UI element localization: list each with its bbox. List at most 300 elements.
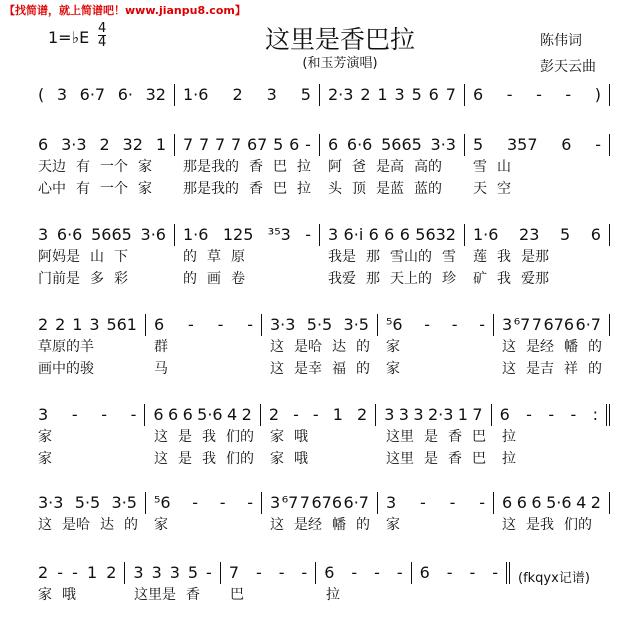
lyric-segment <box>30 156 175 178</box>
notation-line <box>30 84 610 106</box>
note: 6 <box>384 225 395 244</box>
score-row <box>30 134 610 200</box>
note: - <box>71 405 78 424</box>
lyric-segment <box>320 178 465 200</box>
lyric-segment <box>262 514 378 536</box>
lyric-segment <box>30 358 146 380</box>
note: 3·3 <box>38 493 64 512</box>
lyric: 是幸 <box>294 361 322 377</box>
lyric-segment <box>146 336 262 358</box>
lyric: 草 <box>207 249 221 265</box>
lyric: 的 <box>183 271 197 287</box>
performer: (和玉芳演唱) <box>302 56 378 71</box>
lyric: 卷 <box>231 271 245 287</box>
note: 6 <box>153 405 164 424</box>
note: 3 <box>56 85 68 104</box>
note: 6 <box>289 135 300 154</box>
measure <box>261 404 376 426</box>
measure <box>30 404 145 426</box>
note: 5632 <box>415 225 456 244</box>
lyric-segment <box>262 358 378 380</box>
lyric: 草原的羊 <box>38 339 94 355</box>
lyric: 那 <box>366 271 380 287</box>
note: - <box>548 405 555 424</box>
note: 5·5 <box>306 315 333 334</box>
note: 5 <box>560 225 571 244</box>
lyric: 们的 <box>226 451 254 467</box>
lyric-segment <box>175 178 320 200</box>
note: - <box>506 85 513 104</box>
lyric-segment <box>175 246 320 268</box>
note: 2 <box>357 405 368 424</box>
note: 6 <box>516 493 527 512</box>
lyric: 那 <box>366 249 380 265</box>
lyric: 是经 <box>294 517 322 533</box>
lyric: 头 <box>328 181 342 197</box>
lyric: 这 <box>502 361 516 377</box>
lyric: 家 <box>386 361 400 377</box>
lyric-segment <box>30 448 146 470</box>
note: 1 <box>86 563 98 582</box>
lyric: 这 <box>38 517 52 533</box>
lyric: 爱那 <box>521 271 549 287</box>
note: 7 <box>299 493 310 512</box>
lyric: 画中的骏 <box>38 361 94 377</box>
measure <box>175 84 320 106</box>
lyric-segment <box>378 514 494 536</box>
note: 1 <box>155 135 166 154</box>
measure <box>378 314 494 336</box>
lyric-segment <box>30 584 126 606</box>
lyric: 山 <box>497 159 511 175</box>
note: 6·7 <box>79 85 106 104</box>
measure <box>320 224 465 246</box>
note: 7 <box>228 563 239 582</box>
note: - <box>492 563 499 582</box>
lyrics-line <box>30 584 510 606</box>
lyric: 空 <box>497 181 511 197</box>
lyric: 家 <box>386 517 400 533</box>
lyric-segment <box>320 268 465 290</box>
song-title: 这里是香巴拉 <box>264 25 415 54</box>
note: - <box>451 315 458 334</box>
lyric: 我 <box>202 429 216 445</box>
lyric: 是吉 <box>526 361 554 377</box>
note: 6 <box>499 405 510 424</box>
note: - <box>570 405 577 424</box>
lyric: 的 <box>588 361 602 377</box>
note: - <box>255 563 262 582</box>
lyric: 家 <box>386 339 400 355</box>
lyric: 我 <box>202 451 216 467</box>
note: - <box>130 405 137 424</box>
lyric: 珍 <box>442 271 456 287</box>
lyric: 一个 <box>100 159 128 175</box>
lyric: 雪 <box>442 249 456 265</box>
note: 5 <box>187 563 199 582</box>
note: 125 <box>222 225 254 244</box>
lyric-segment <box>262 336 378 358</box>
note: 2 <box>55 315 66 334</box>
measure <box>30 314 146 336</box>
measure <box>146 492 262 514</box>
note: 6·i <box>343 225 364 244</box>
measure <box>125 562 220 584</box>
note: 2 <box>590 493 601 512</box>
note: 5665 <box>381 135 422 154</box>
note: 3 <box>133 563 144 582</box>
note: 7 <box>215 135 226 154</box>
lyric: 的 <box>356 339 370 355</box>
measure <box>146 314 262 336</box>
note: 4 <box>576 493 587 512</box>
note: - <box>526 405 532 424</box>
lyric: 的 <box>356 517 370 533</box>
notation-line <box>30 314 610 336</box>
note: 3·6 <box>140 225 166 244</box>
lyric: 是哈 <box>62 517 90 533</box>
note: 6 <box>502 493 513 512</box>
lyric: 香 <box>249 159 263 175</box>
lyrics-line <box>30 514 610 536</box>
note: 7 <box>472 405 483 424</box>
lyric: 这里 <box>386 451 414 467</box>
note: - <box>247 493 253 512</box>
note: - <box>301 563 308 582</box>
measure <box>492 404 610 426</box>
note: 5·6 <box>197 405 223 424</box>
note: 6 <box>324 563 335 582</box>
note: 1·6 <box>183 85 209 104</box>
note: ³⁵3 <box>267 225 291 244</box>
lyric: 的 <box>183 249 197 265</box>
note: 3 <box>398 405 409 424</box>
lyric-segment <box>414 584 510 606</box>
lyric: 香 <box>249 181 263 197</box>
lyric: 香 <box>186 587 200 603</box>
note: 6 <box>38 135 49 154</box>
lyric: 这里 <box>386 429 414 445</box>
note: 3 <box>169 563 180 582</box>
note: 1 <box>72 315 83 334</box>
note: 3 <box>38 405 49 424</box>
lyric: 家 <box>38 429 52 445</box>
lyric: 达 <box>332 339 346 355</box>
score-row <box>30 562 510 606</box>
note: 2 <box>38 563 49 582</box>
note: - <box>420 493 426 512</box>
lyric: 是 <box>424 451 438 467</box>
note: 2·3 <box>328 85 354 104</box>
note: 7 <box>445 85 456 104</box>
note: 3 <box>386 493 397 512</box>
lyric: 达 <box>100 517 114 533</box>
lyric-segment <box>30 426 146 448</box>
note: 3·3 <box>430 135 456 154</box>
lyric-segment <box>494 358 610 380</box>
lyrics-line <box>30 358 610 380</box>
note: 3 <box>384 405 395 424</box>
note: ⁶7 <box>513 315 531 334</box>
lyric-segment <box>30 268 175 290</box>
lyric: 福 <box>332 361 346 377</box>
lyric: 是 <box>178 429 192 445</box>
note: 4 <box>226 405 238 424</box>
lyric-segment <box>30 514 146 536</box>
lyric-segment <box>146 514 262 536</box>
lyric-segment <box>465 178 610 200</box>
measure <box>30 492 146 514</box>
note: 2 <box>232 85 243 104</box>
lyric: 这 <box>154 451 168 467</box>
lyric: 这 <box>270 361 284 377</box>
lyric: 是高 <box>376 159 404 175</box>
note: 1 <box>332 405 343 424</box>
note: 3·3 <box>270 315 296 334</box>
note: 6·6 <box>56 225 83 244</box>
measure <box>30 134 175 156</box>
lyric: 天边 <box>38 159 66 175</box>
note: - <box>219 493 226 512</box>
note: - <box>479 493 485 512</box>
note: 6 <box>561 135 572 154</box>
note: - <box>247 315 253 334</box>
note: 6· <box>117 85 133 104</box>
note: 357 <box>506 135 538 154</box>
measure <box>175 134 320 156</box>
note: 5·5 <box>74 493 101 512</box>
note: - <box>293 405 299 424</box>
note: - <box>536 85 542 104</box>
lyric: 这 <box>270 339 284 355</box>
lyric: 拉 <box>502 429 516 445</box>
measure <box>175 224 320 246</box>
lyric: 高的 <box>414 159 442 175</box>
note: 6 <box>419 563 430 582</box>
lyric: 是经 <box>526 339 554 355</box>
note: 676 <box>543 315 575 334</box>
lyric-segment <box>494 426 610 448</box>
note: 6 <box>590 225 601 244</box>
lyric: 香 <box>448 429 462 445</box>
lyric: 我是 <box>328 249 356 265</box>
note: 3·5 <box>111 493 137 512</box>
lyric: 家 <box>270 429 284 445</box>
note: 67 <box>247 135 268 154</box>
lyric: 那是我的 <box>183 159 239 175</box>
note: 5 <box>411 85 422 104</box>
lyric-segment <box>30 246 175 268</box>
note: 2 <box>268 405 279 424</box>
note: 23 <box>519 225 540 244</box>
lyric: 这 <box>502 517 516 533</box>
lyric: 是蓝 <box>376 181 404 197</box>
score-row <box>30 314 610 380</box>
score-row <box>30 492 610 536</box>
score-row <box>30 84 610 106</box>
lyric: 天上的 <box>390 271 432 287</box>
lyric-segment <box>320 156 465 178</box>
lyric: 香 <box>448 451 462 467</box>
measure <box>412 562 510 584</box>
note: 2·3 <box>427 405 454 424</box>
lyric: 心中 <box>38 181 66 197</box>
note: 6 <box>328 135 339 154</box>
lyric-segment <box>320 246 465 268</box>
note: 3 <box>38 225 49 244</box>
lyrics-line <box>30 268 610 290</box>
note: - <box>374 563 380 582</box>
lyric: 家 <box>138 181 152 197</box>
lyric: 是 <box>424 429 438 445</box>
lyric-segment <box>378 336 494 358</box>
note: 7 <box>199 135 210 154</box>
note: ( <box>38 85 45 104</box>
lyric: 这里是 <box>134 587 176 603</box>
lyric-segment <box>146 426 262 448</box>
lyrics-line <box>30 246 610 268</box>
note: 1·6 <box>183 225 209 244</box>
note: 3 <box>89 315 100 334</box>
lyric-segment <box>146 358 262 380</box>
note: 6 <box>368 225 379 244</box>
lyric: 下 <box>114 249 128 265</box>
note: 5 <box>473 135 484 154</box>
lyric: 哦 <box>62 587 76 603</box>
measure <box>145 404 260 426</box>
site-banner[interactable]: 【找简谱，就上简谱吧！www.jianpu8.com】 <box>4 4 246 17</box>
measure <box>320 84 465 106</box>
lyrics-line <box>30 448 610 470</box>
lyric: 的 <box>124 517 138 533</box>
lyric-segment <box>494 336 610 358</box>
lyric: 那是我的 <box>183 181 239 197</box>
lyric: 原 <box>231 249 245 265</box>
note: 2 <box>106 563 117 582</box>
lyric-segment <box>262 448 378 470</box>
note: 3 <box>328 225 339 244</box>
lyric: 我 <box>497 249 511 265</box>
lyric-segment <box>494 514 610 536</box>
lyric: 是 <box>178 451 192 467</box>
lyric-segment <box>222 584 318 606</box>
note: - <box>206 563 212 582</box>
note: 2 <box>360 85 371 104</box>
lyricist: 陈伟词 <box>540 33 582 49</box>
measure <box>378 492 494 514</box>
lyrics-line <box>30 156 610 178</box>
lyric: 家 <box>154 517 168 533</box>
measure <box>494 492 610 514</box>
notation-line <box>30 492 610 514</box>
measure <box>465 224 610 246</box>
lyric: 巴 <box>273 159 287 175</box>
note: 6·6 <box>346 135 373 154</box>
note: ⁵6 <box>154 493 171 512</box>
lyric: 巴 <box>273 181 287 197</box>
note: ) <box>594 85 601 104</box>
lyric: 拉 <box>326 587 340 603</box>
note: 5·6 <box>546 493 572 512</box>
measure <box>320 134 465 156</box>
note: - <box>278 563 285 582</box>
lyric: 家 <box>138 159 152 175</box>
lyric: 有 <box>76 181 90 197</box>
transcriber-credit: (fkqyx记谱) <box>518 571 590 586</box>
lyric: 一个 <box>100 181 128 197</box>
note: - <box>565 85 572 104</box>
lyric: 这 <box>270 517 284 533</box>
note: 3 <box>270 493 281 512</box>
lyric: 巴 <box>472 429 486 445</box>
measure <box>30 562 125 584</box>
lyric: 拉 <box>502 451 516 467</box>
note: : <box>592 405 598 424</box>
lyric-segment <box>378 358 494 380</box>
measure <box>262 314 378 336</box>
lyric-segment <box>465 156 610 178</box>
score-row <box>30 224 610 290</box>
note: - <box>192 493 199 512</box>
note: - <box>72 563 78 582</box>
note: 6·7 <box>343 493 369 512</box>
measure <box>30 224 175 246</box>
lyric: 爸 <box>352 159 366 175</box>
lyric: 的 <box>588 339 602 355</box>
measure <box>30 84 175 106</box>
lyric: 巴 <box>472 451 486 467</box>
note: 5 <box>300 85 311 104</box>
note: 1 <box>457 405 468 424</box>
lyric: 是哈 <box>294 339 322 355</box>
lyric: 马 <box>154 361 168 377</box>
note: 3 <box>394 85 405 104</box>
note: 1 <box>377 85 388 104</box>
lyric-segment <box>465 246 610 268</box>
lyric-segment <box>146 448 262 470</box>
lyric: 是我 <box>526 517 554 533</box>
lyric-segment <box>318 584 414 606</box>
note: 5665 <box>91 225 132 244</box>
lyric: 画 <box>207 271 221 287</box>
note: 2 <box>241 405 252 424</box>
note: - <box>446 563 453 582</box>
note: - <box>217 315 224 334</box>
lyric: 祥 <box>564 361 578 377</box>
lyric-segment <box>30 178 175 200</box>
note: 6 <box>473 85 484 104</box>
lyric: 是那 <box>521 249 549 265</box>
note: - <box>305 225 311 244</box>
note: 6 <box>428 85 439 104</box>
note: - <box>595 135 601 154</box>
note: - <box>351 563 358 582</box>
note: 7 <box>231 135 242 154</box>
lyric: 这 <box>154 429 168 445</box>
note: - <box>396 563 403 582</box>
key-signature: 1=♭E <box>48 28 90 47</box>
note: 3·3 <box>61 135 87 154</box>
lyric: 我 <box>497 271 511 287</box>
lyric: 家 <box>38 587 52 603</box>
note: - <box>188 315 194 334</box>
lyric-segment <box>30 336 146 358</box>
note: 2 <box>99 135 110 154</box>
lyric: 们的 <box>564 517 592 533</box>
lyric: 门前是 <box>38 271 80 287</box>
note: 561 <box>106 315 137 334</box>
notation-line <box>30 562 510 584</box>
